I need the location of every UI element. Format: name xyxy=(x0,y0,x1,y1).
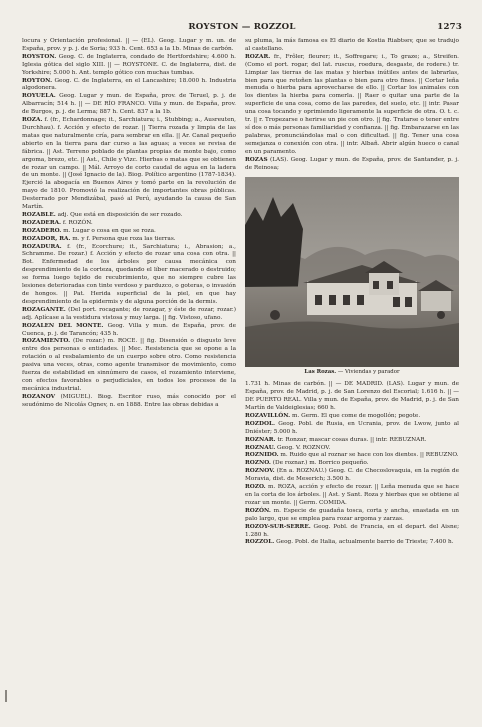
entry-headword: ROZANOV xyxy=(22,393,56,400)
entry-headword: ROZÓN. xyxy=(245,507,271,514)
entry-text: Geog. Pobl. de Francia, en el depart. del Aisne; 1.280 h. xyxy=(245,523,460,538)
entry-headword: ROZNO. xyxy=(245,460,271,467)
entry-text: su pluma, la más famosa es El diario de Kostia Riabtsev, que se tradujo al castellano. xyxy=(245,38,459,52)
dictionary-entry xyxy=(22,236,236,244)
entry-text: 1.731 h. Minas de carbón. || — DE MADRID. (LAS). Lugar y mun. de España, prov. de Madrid, p. j. de San Lorenzo del Escorial; 1.616 h. || — DE PUERTO REAL. Villa y mun. de España, prov. de Madrid, p. j. de San Martín de Valdeiglesias; 660 h. xyxy=(245,381,459,412)
left-column xyxy=(22,38,236,547)
entry-text: Geog. V. ROZNOV. xyxy=(277,444,331,451)
dictionary-entry xyxy=(22,228,236,236)
entry-headword: ROYUELA. xyxy=(22,93,56,100)
entry-text: m. y f. Persona que roza las tierras. xyxy=(72,235,176,242)
entry-text: Geog. Pobl. de Italia, actualmente barrio de Trieste; 7.400 h. xyxy=(276,539,454,546)
entry-text: m. Lugar o cosa en que se roza. xyxy=(63,227,156,234)
right-column-top xyxy=(245,38,459,172)
entry-text: (En a. ROZNAU.) Geog. C. de Checoslovaquia, en la región de Moravia, dist. de Meserich; 3.500 h. xyxy=(245,468,460,483)
caption-title: Las Rozas. xyxy=(304,369,337,376)
dictionary-entry xyxy=(22,307,236,323)
entry-headword: ROZAR. xyxy=(245,53,271,60)
dictionary-entry xyxy=(22,338,236,393)
entry-text: locura y Orientación profesional. || — (EL). Geog. Lugar y m. un. de España, prov. y p. j. de Soria; 933 h. Cent. 653 a la 1b. Minas de carbón. xyxy=(22,38,236,52)
entry-headword: ROZABLE. xyxy=(22,211,56,218)
entry-headword: ROZALEN DEL MONTE. xyxy=(22,322,104,329)
dictionary-entry xyxy=(22,394,236,410)
entry-text: Geog. Villa y mun. de España, prov. de Cuenca, p. j. de Tarancón; 435 h. xyxy=(22,322,236,337)
entry-text: m. ROZA, acción y efecto de rozar. || Leña menuda que se hace en la corta de los árboles. || Ast. y Sant. Roza y hierbas que se obtiene al rozar un monte. || Germ. COMIDA. xyxy=(245,484,459,506)
entry-headword: ROZAVILLÓN. xyxy=(245,412,291,419)
entry-headword: ROZADOR, RA. xyxy=(22,235,71,242)
dictionary-entry xyxy=(22,220,236,228)
entry-text: m. Germ. El que come de mogollón; pegote. xyxy=(292,412,421,419)
entry-text: Geog. Lugar y mun. de España, prov. de Teruel, p. j. de Albarracín; 514 h. || — DE RÍO FRANCO. Villa y mun. de España, prov. de Burgos, p. j. de Lerma; 887 h. Cent. 837 a la 1b. xyxy=(22,93,236,116)
entry-headword: ROZDOL. xyxy=(245,420,276,427)
entry-text: (De roznar.) m. Borrico pequeño. xyxy=(272,460,369,467)
dictionary-entry xyxy=(245,157,459,173)
entry-text: Geog. Pobl. de Rusia, en Ucrania, prov. de Lwow, junto al Dniéster; 5.000 h. xyxy=(245,420,459,435)
entry-headword: ROZA. xyxy=(22,117,43,124)
dictionary-entry xyxy=(22,78,236,94)
dictionary-entry xyxy=(245,539,459,547)
entry-headword: ROZNIDO. xyxy=(245,452,279,459)
caption-text: — Viviendas y parador xyxy=(337,369,400,376)
dictionary-entry xyxy=(22,93,236,117)
figure-caption xyxy=(245,369,459,377)
dictionary-entry xyxy=(245,508,459,524)
entry-text: m. Especie de guadaña tosca, corta y ancha, enastada en un palo largo, que se emplea para rozar argoma y zarzas. xyxy=(245,507,459,522)
entry-headword: ROZOY-SUR-SERRE. xyxy=(245,523,311,530)
dictionary-entry xyxy=(245,54,459,157)
entry-text: Geog. C. de Inglaterra, en el Lancashire; 18.000 h. Industria algodonera. xyxy=(22,77,237,92)
dictionary-entry xyxy=(245,484,459,508)
entry-text: adj. Que está en disposición de ser rozado. xyxy=(57,211,183,218)
right-column xyxy=(245,38,459,547)
dictionary-entry xyxy=(245,437,459,445)
dictionary-entry xyxy=(245,468,459,484)
dictionary-entry xyxy=(22,54,236,78)
entry-headword: ROZNOV. xyxy=(245,468,275,475)
entry-headword: ROZAGANTE. xyxy=(22,306,66,313)
entry-headword: ROZNAR. xyxy=(245,436,276,443)
entry-text: Geog. C. de Inglaterra, condado de Hertfordshire; 4.600 h. Iglesia gótica del siglo XIII. || — ROYSTONE. C. de Inglaterra, dist. de Yorkshire; 5.000 h. Ant. templo gótico con muchas tumbas. xyxy=(22,53,237,76)
entry-text: f. (fr., Echardonnage; it., Sarchiatura; i., Stubbing; a., Ausreuten, Durchhau). f. Acción y efecto de rozar. || Tierra rozada y limpia de las matas que naturalmente cría, para sembrar en ella. || Ar. Canal pequeño abierto en la tierra para dar curso a las aguas; a veces se revisa de fábrica. || Ast. Terreno poblado de plantas propias de monte bajo, como argoma, brezo, etc. || Ast., Chile y Vizc. Hierbas o matas que se obtienen de rozar un campo. || Mál. Arroyo de corto caudal de agua en la ladera de un monte. || (José Ignacio de la). Biog. Político argentino (1787-1834). Ejerció la abogacía en Buenos Aires y tomó parte en la revolución de mayo de 1810. Promovió la realización de importantes obras públicas. Desterrado por Mendizábal, pasó al Perú, ayudando la causa de San Martín. xyxy=(22,117,237,211)
entry-headword: ROZADURA. xyxy=(22,243,62,250)
dictionary-entry xyxy=(22,117,236,212)
entry-headword: ROYTON. xyxy=(22,77,53,84)
dictionary-entry xyxy=(22,244,236,307)
figure xyxy=(245,177,459,377)
entry-headword: ROYSTON. xyxy=(22,53,57,60)
dictionary-entry xyxy=(245,381,459,413)
entry-text: m. Ruido que al roznar se hace con los dientes. || REBUZNO. xyxy=(280,452,459,459)
entry-text: (De rozar.) m. ROCE. || fig. Disensión o disgusto leve entre dos personas o entidades. || Mec. Resistencia que se opone a la rotación o al resbalamiento de un cuerpo sobre otro. Como resistencia pasiva una veces, otras, como agente transmisor de movimiento, como fuerza de estabilidad en sinnúmero de casos, el rozamiento interviene, con efectos favorables o perjudiciales, en todos los procesos de la mecánica industrial. xyxy=(22,338,236,392)
dictionary-entry xyxy=(245,413,459,421)
entry-headword: ROZAMIENTO. xyxy=(22,338,71,345)
entry-headword: ROZNAU. xyxy=(245,444,276,451)
dictionary-entry xyxy=(245,38,459,54)
dictionary-entry xyxy=(22,38,236,54)
entry-text: fr., Frôler, fleurer; it., Soffregare; i., To graze; a., Streifen. (Como el port. rogar, del lat. ruscus, roedura, desgaste, de rodere.) tr. Limpiar las tierras de las matas y hierbas inútiles antes de labrarlas, bien para que retoñen las plantas o bien para otro fines. || Cortar leña menuda o hierba para aprovecharse de ello. || Cortar los animales con los dientes la hierba para comerla. || Raer o quitar una parte de la superficie de una cosa, como de las paredes, del suelo, etc. || intr. Pasar una cosa tocando y oprimiendo ligeramente la superficie de otra. O. t. c. tr. || r. Tropezarse o herirse un pie con otro. || fig. Tratarse o tener entre sí dos o más personas familiaridad y confianza. || fig. Embarazarse en las palabras, pronunciándolas mal o con dificultad. || fig. Tener una cosa semejanza o conexión con otra. || intr. Albañ. Abrir algún hueco o canal en un paramento. xyxy=(245,53,459,155)
entry-text: tr. Ronzar, mascar cosas duras. || intr. REBUZNAR. xyxy=(277,436,427,443)
dictionary-entry xyxy=(22,212,236,220)
page-number: 1273 xyxy=(437,22,462,32)
entry-headword: ROZADERO. xyxy=(22,227,62,234)
entry-text: f. ROZÓN. xyxy=(62,219,93,226)
right-column-bottom xyxy=(245,381,459,547)
entry-text: (LAS). Geog. Lugar y mun. de España, prov. de Santander, p. j. de Reinosa; xyxy=(245,156,459,171)
entry-headword: ROZADERA. xyxy=(22,219,62,226)
entry-text: (MIGUEL). Biog. Escritor ruso, más conocido por el seudónimo de Nicolás Ognev, n. en 1888. Entre las obras debidas a xyxy=(22,393,237,408)
entry-headword: ROZO. xyxy=(245,484,266,491)
dictionary-entry xyxy=(245,524,459,540)
page-header xyxy=(22,22,462,36)
entry-text: f. (fr., Ecorchure; it., Sarchiatura; i., Abrasion; a., Schramme. De rozar.) f. Acción y efecto de rozar una cosa con otra. || Bot. Enfermedad de los árboles por causa mecánica con desprendimiento de la corteza, quedando el líber macerado o destruido; se forma luego tejido de recubrimiento, que no siempre cubre las lesiones deterioradas con tinte verdoso y parduzco, o goteras, o invasión de hongos. || Pat. Herida superficial de la piel, en que hay desprendimiento de la epidermis y de alguna porción de la dermis. xyxy=(22,243,236,305)
running-title: ROYSTON — ROZZOL xyxy=(188,22,296,32)
dictionary-entry xyxy=(245,421,459,437)
dictionary-entry xyxy=(245,445,459,453)
entry-text: (Del port. rocagante; de rozagar, y éste de rozar, rozar.) adj. Aplícase a la vestidura vistosa y muy larga. || fig. Vistoso, ufano. xyxy=(22,306,237,321)
dictionary-entry xyxy=(22,323,236,339)
entry-headword: ROZAS xyxy=(245,156,268,163)
margin-mark xyxy=(5,690,7,702)
photo-las-rozas xyxy=(245,177,459,367)
entry-headword: ROZZOL. xyxy=(245,539,275,546)
